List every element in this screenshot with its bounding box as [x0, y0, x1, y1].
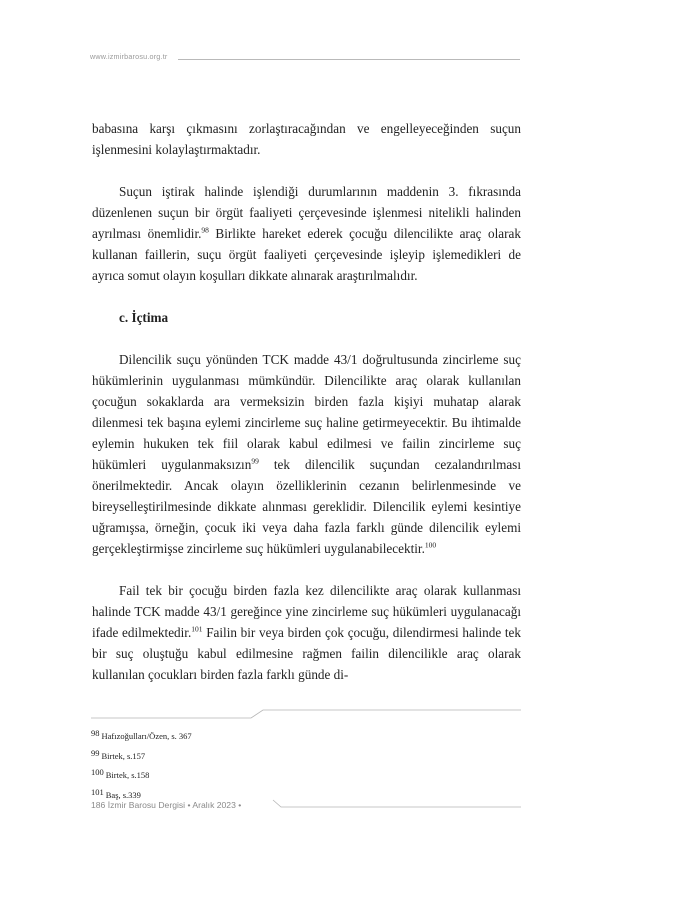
header-rule [178, 59, 520, 60]
footnote: 99 Birtek, s.157 [91, 747, 146, 761]
running-header [90, 52, 520, 66]
section-heading: c. İçtima [119, 310, 169, 325]
paragraph: Suçun iştirak halinde işlendiği durumlarının maddenin 3. fıkrasında düzenlenen suçun bir örgüt faaliyeti çerçevesinde işlenmesi nitelikli halinden ayrılması önemlidir.$^{98}$ Birlikte hareket ederek çocuğu dilencilikte araç olarak kullanan faillerin, suçu örgüt faaliyeti çerçevesinde işleyip işlemedikleri de ayrıca somut olayın koşulları dikkate alınarak araştırılmalıdır. [92, 184, 521, 283]
footnotes [91, 724, 192, 802]
footnote-ref: 98 [201, 225, 209, 235]
footnote-ref: 100 [424, 540, 437, 550]
footnote: 100 Birtek, s.158 [91, 767, 150, 780]
footnote-separator [91, 704, 521, 720]
paragraph: Fail tek bir çocuğu birden fazla kez dilencilikte araç olarak kullanması halinde TCK madde 43/1 gereğince yine zincirleme suç hükümleri uygulanacağı ifade edilmektedir.$^{101}$ Failin bir veya birden çok çocuğu, dilendirmesi halinde tek bir suç oluştuğu kabul edilmesine rağmen failin dilencilikle araç olarak kullanılan çocukları birden fazla farklı günde di- [92, 583, 521, 682]
header-url: www.izmirbarosu.org.tr [90, 52, 168, 61]
paragraph: Dilencilik suçu yönünden TCK madde 43/1 doğrultusunda zincirleme suç hükümlerinin uygulanması mümkündür. Dilencilikte araç olarak kullanılan çocuğun sokaklarda ara vermeksizin birden fazla kişiyi muhatap alarak dilenmesi tek başına eylemi zincirleme suç haline getirmeyecektir. Bu ihtimalde eylemin hukuken tek fiil olarak kabul edilmesi ve failin zincirleme suç hükümleri uygulanmaksızın$^{99}$ tek dilencilik suçundan cezalandırılması önerilmektedir. Ancak olayın özelliklerinin cezanın belirlenmesinde ve bireyselleştirilmesinde dikkate alınması gereklidir. Dilencilik eylemi kesintiye uğramışsa, örneğin, çocuk iki veya daha fazla farklı günde dilencilik eylemi gerçekleştirmişse zincirleme suç hükümleri uygulanabilecektir.$^{100}$ [92, 352, 521, 556]
footnote-ref: 101 [191, 624, 203, 634]
footnote-ref: 99 [251, 456, 259, 466]
footnote: 98 Hafızoğulları/Özen, s. 367 [91, 728, 192, 741]
paragraph: babasına karşı çıkmasını zorlaştıracağından ve engelleyeceğinden suçun işlenmesini kolaylaştırmaktadır. [92, 121, 521, 157]
footnote: 101 Baş, s.339 [91, 786, 141, 800]
footer-text: 186 İzmir Barosu Dergisi • Aralık 2023 • [91, 800, 242, 810]
page-footer [91, 797, 521, 815]
body-text [92, 118, 521, 685]
